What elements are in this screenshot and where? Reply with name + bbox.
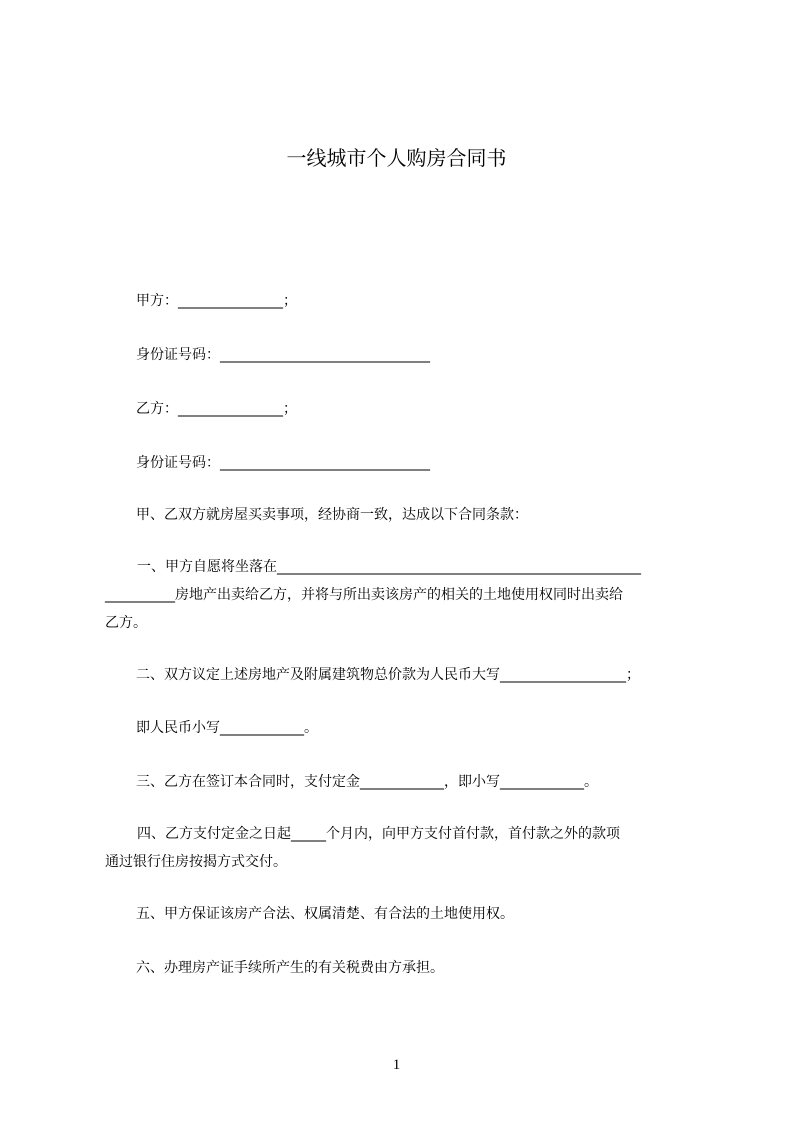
clause-2: 二、双方议定上述房地产及附属建筑物总价款为人民币大写__________________； bbox=[136, 667, 640, 683]
page-number: 1 bbox=[392, 1057, 401, 1073]
clause-6: 六、办理房产证手续所产生的有关税费由方承担。 bbox=[136, 960, 444, 976]
party-b-field: 乙方：_______________； bbox=[136, 401, 297, 417]
clause-1-line-2: __________房地产出卖给乙方，并将与所出卖该房产的相关的土地使用权同时出卖给 bbox=[105, 587, 623, 603]
party-a-field: 甲方：_______________； bbox=[136, 293, 297, 309]
intro-paragraph: 甲、乙双方就房屋买卖事项，经协商一致，达成以下合同条款： bbox=[136, 507, 528, 523]
party-a-id-field: 身份证号码：______________________________ bbox=[136, 347, 430, 363]
clause-4-line-2: 通过银行住房按揭方式交付。 bbox=[105, 854, 287, 870]
clause-4-line-1-text: 四、乙方支付定金之日起_____个月内，向甲方支付首付款，首付款之外的款项 bbox=[137, 826, 620, 842]
party-b-id-field: 身份证号码：______________________________ bbox=[136, 455, 430, 471]
clause-2-small: 即人民币小写____________。 bbox=[136, 720, 318, 736]
clause-5: 五、甲方保证该房产合法、权属清楚、有合法的土地使用权。 bbox=[136, 906, 514, 922]
clause-4 bbox=[105, 820, 705, 876]
document-title: 一线城市个人购房合同书 bbox=[286, 146, 507, 170]
clause-1-line-1 bbox=[105, 553, 705, 581]
clause-1-line-1-text: 一、甲方自愿将坐落在____________________________________________________ bbox=[137, 559, 641, 575]
clause-1-line-3: 乙方。 bbox=[105, 615, 147, 631]
clause-3: 三、乙方在签订本合同时，支付定金____________，即小写____________。 bbox=[136, 774, 598, 790]
clause-1 bbox=[105, 553, 705, 637]
clause-4-line-1 bbox=[105, 820, 705, 848]
